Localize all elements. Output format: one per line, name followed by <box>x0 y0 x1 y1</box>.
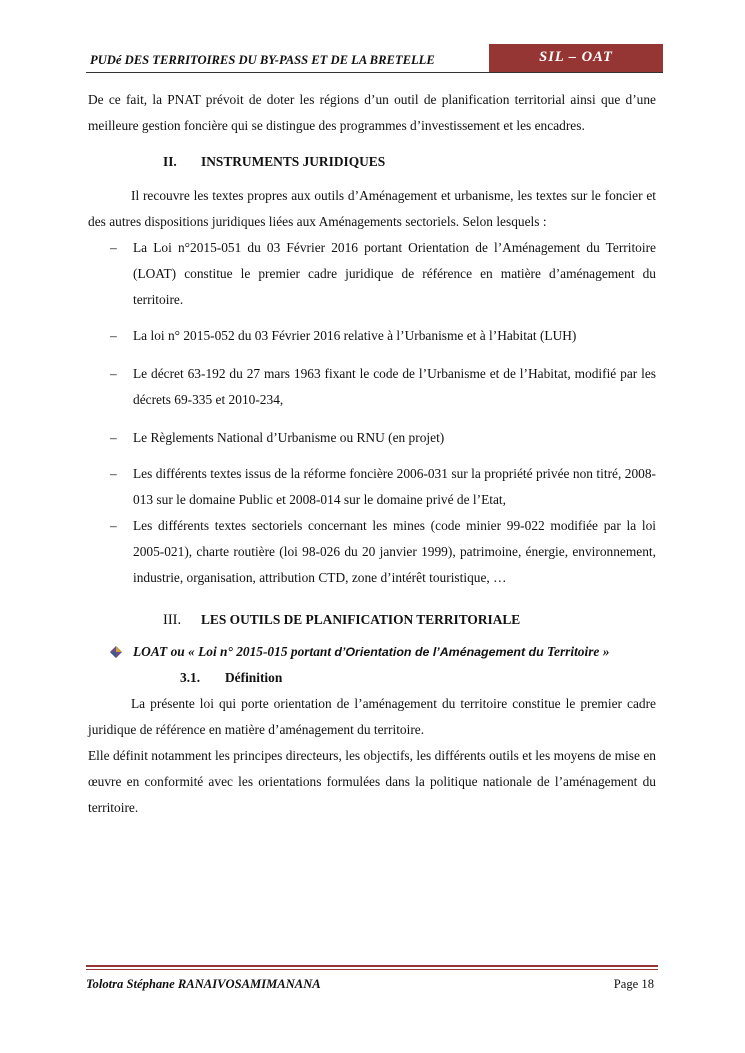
page-header <box>86 44 663 74</box>
dash-marker: – <box>110 328 117 343</box>
dash-marker: – <box>110 518 117 533</box>
legal-texts-list <box>88 235 656 591</box>
list-item: – Les différents textes issus de la réforme foncière 2006-031 sur la propriété privée non titré, 2008-013 sur le domaine Public et 2008-014 sur le domaine privé de l’Etat, <box>88 461 656 513</box>
header-title: PUDé DES TERRITOIRES DU BY-PASS ET DE LA BRETELLE <box>90 53 435 67</box>
definition-paragraph-1: La présente loi qui porte orientation de l’aménagement du territoire constitue le premier cadre juridique de référence en matière d’aménagement du territoire. <box>88 696 656 737</box>
list-item: – La loi n° 2015-052 du 03 Février 2016 relative à l’Urbanisme et à l’Habitat (LUH) <box>88 323 656 349</box>
document-body <box>88 87 656 821</box>
header-divider <box>86 72 663 73</box>
dash-marker: – <box>110 466 117 481</box>
list-item: – La Loi n°2015-051 du 03 Février 2016 portant Orientation de l’Aménagement du Territoire (LOAT) constitue le premier cadre juridique de référence en matière d’aménagement du territoire. <box>88 235 656 313</box>
section-3-title: LES OUTILS DE PLANIFICATION TERRITORIALE <box>201 612 521 627</box>
loat-tail: Territoire » <box>543 644 610 659</box>
dash-marker: – <box>110 240 117 255</box>
list-item: – Le Règlements National d’Urbanisme ou RNU (en projet) <box>88 425 656 451</box>
footer-divider <box>86 965 658 967</box>
section-2-title: INSTRUMENTS JURIDIQUES <box>201 154 386 169</box>
subsection-number: 3.1. <box>180 670 201 685</box>
diamond-bullet-icon <box>110 646 122 658</box>
section-3-heading <box>163 607 656 633</box>
subsection-heading <box>180 665 656 691</box>
dash-marker: – <box>110 366 117 381</box>
intro-paragraph: De ce fait, la PNAT prévoit de doter les régions d’un outil de planification territorial ainsi que d’une meilleure gestion foncière qui se distingue des programmes d’investissement et les encadres. <box>88 92 656 133</box>
dash-marker: – <box>110 430 117 445</box>
section-2-paragraph: Il recouvre les textes propres aux outils d’Aménagement et urbanisme, les textes sur le foncier et des autres dispositions juridiques liées aux Aménagements sectoriels. Selon lesquels : <box>88 188 656 229</box>
definition-paragraph-2: Elle définit notamment les principes directeurs, les objectifs, les différents outils et les moyens de mise en œuvre en conformité avec les orientations formulées dans la politique nationale de l’aménagement du territoire. <box>88 748 656 815</box>
list-item: – Le décret 63-192 du 27 mars 1963 fixant le code de l’Urbanisme et de l’Habitat, modifié par les décrets 69-335 et 2010-234, <box>88 361 656 413</box>
page-number: Page 18 <box>613 977 654 991</box>
loat-sans-text: d’Orientation de l’Aménagement du <box>334 645 544 659</box>
footer-divider-thin <box>86 969 658 970</box>
header-badge: SIL – OAT <box>489 44 663 72</box>
section-2-number: II. <box>163 154 177 169</box>
loat-bullet <box>88 639 656 665</box>
loat-lead: LOAT ou « Loi n° 2015-015 portant <box>133 644 335 659</box>
section-3-number: III. <box>163 612 182 628</box>
section-2-heading <box>163 149 656 175</box>
footer-author: Tolotra Stéphane RANAIVOSAMIMANANA <box>86 977 321 991</box>
subsection-title: Définition <box>225 670 283 685</box>
list-item: – Les différents textes sectoriels concernant les mines (code minier 99-022 modifiée par la loi 2005-021), charte routière (loi 98-026 du 20 janvier 1999), patrimoine, énergie, environnement, industrie, organisation, attribution CTD, zone d’intérêt touristique, … <box>88 513 656 591</box>
